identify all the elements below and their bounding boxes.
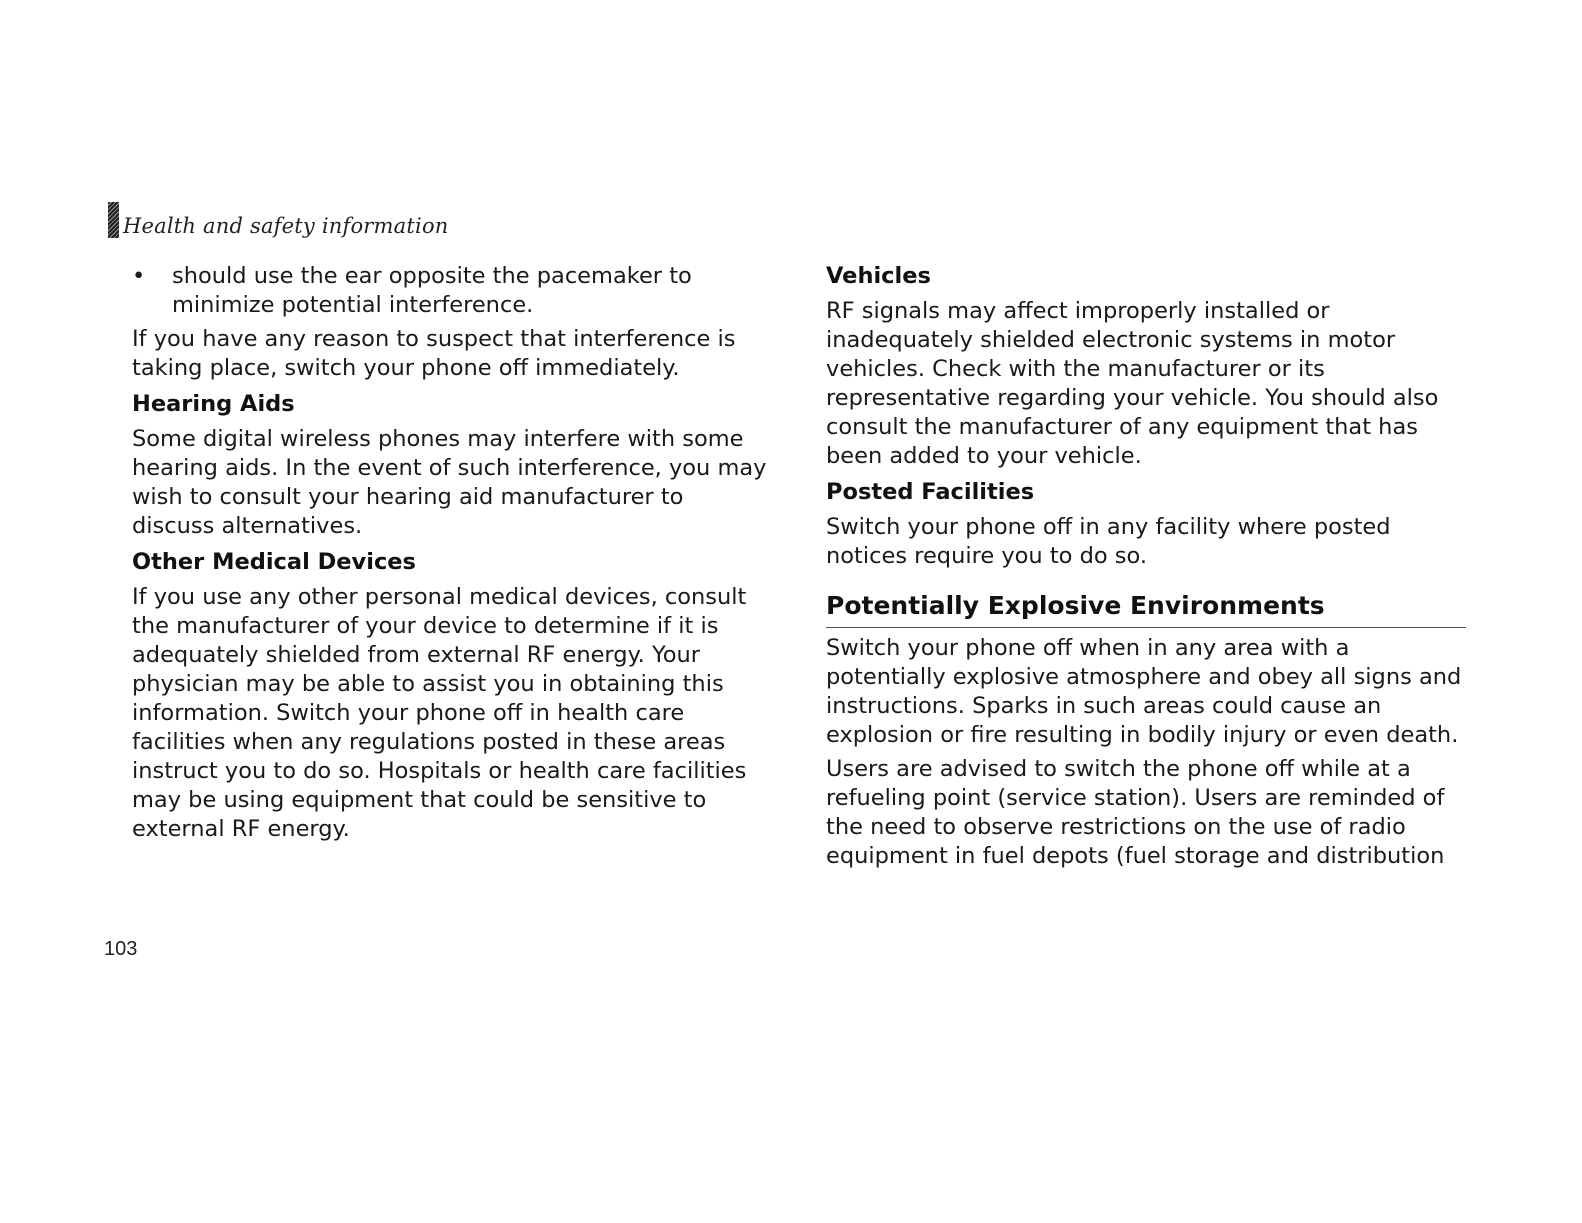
right-column	[826, 262, 1466, 876]
posted-facilities-body: Switch your phone off in any facility where posted notices require you to do so.	[826, 514, 1391, 569]
bullet-icon: •	[132, 263, 146, 289]
explosive-environments-heading: Potentially Explosive Environments	[826, 591, 1466, 628]
bullet-text: should use the ear opposite the pacemaker to minimize potential interference.	[172, 263, 692, 318]
posted-facilities-heading: Posted Facilities	[826, 479, 1035, 505]
left-column	[132, 262, 772, 849]
page-number: 103	[104, 938, 138, 960]
explosive-environments-body-1: Switch your phone off when in any area with a potentially explosive atmosphere and obey all signs and instructions. Sparks in such areas could cause an explosion or fire resulting in bodily injury or even death.	[826, 635, 1462, 748]
vehicles-heading: Vehicles	[826, 263, 931, 289]
running-header	[108, 202, 449, 238]
other-medical-devices-body: If you use any other personal medical devices, consult the manufacturer of your device to determine if it is adequately shielded from external RF energy. Your physician may be able to assist you in obtaining this information. Switch your phone off in health care facilities when any regulations posted in these areas instruct you to do so. Hospitals or health care facilities may be using equipment that could be sensitive to external RF energy.	[132, 584, 747, 842]
running-header-title: Health and safety information	[123, 214, 449, 238]
vehicles-body: RF signals may affect improperly installed or inadequately shielded electronic systems in motor vehicles. Check with the manufacturer or its representative regarding your vehicle. You should also consult the manufacturer of any equipment that has been added to your vehicle.	[826, 298, 1439, 469]
other-medical-devices-heading: Other Medical Devices	[132, 549, 416, 575]
explosive-environments-body-2: Users are advised to switch the phone off while at a refueling point (service station). Users are reminded of the need to observe restrictions on the use of radio equipment in fuel depots (fuel storage and distribution	[826, 756, 1445, 869]
section-marker-icon	[108, 202, 119, 238]
hearing-aids-heading: Hearing Aids	[132, 391, 295, 417]
list-item	[132, 262, 772, 320]
intro-paragraph: If you have any reason to suspect that interference is taking place, switch your phone off immediately.	[132, 326, 736, 381]
hearing-aids-body: Some digital wireless phones may interfere with some hearing aids. In the event of such interference, you may wish to consult your hearing aid manufacturer to discuss alternatives.	[132, 426, 767, 539]
